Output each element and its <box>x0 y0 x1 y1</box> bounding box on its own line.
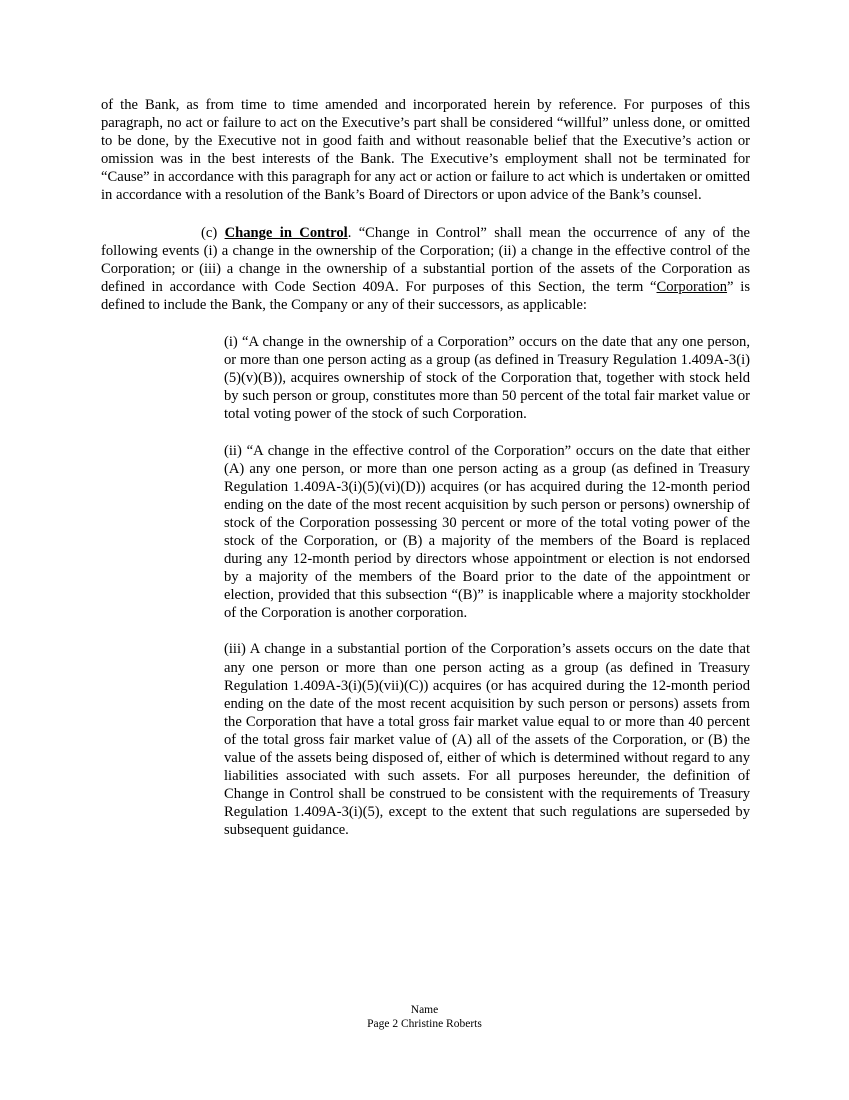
section-c-text-2: ” is defined to include the Bank, the Company or any of their successors, as applicable: <box>101 278 750 313</box>
subsection-iii: (iii) A change in a substantial portion of the Corporation’s assets occurs on the date that any one person or more than one person acting as a group (as defined in Treasury Regulation 1.409A-3(i)(5)(vii)(C)) acquires (or has acquired during the 12-month period ending on the date of the most recent acquisition by such person or persons) assets from the Corporation that have a total gross fair market value equal to or more than 40 percent of the total gross fair market value of (A) all of the assets of the Corporation, or (B) the value of the assets being disposed of, either of which is determined without regard to any liabilities associated with such assets. For all purposes hereunder, the definition of Change in Control shall be construed to be consistent with the requirements of Treasury Regulation 1.409A-3(i)(5), except to the extent that such regulations are superseded by subsequent guidance. <box>224 641 750 839</box>
footer-name: Name <box>410 1004 439 1016</box>
corporation-term: Corporation <box>656 278 728 295</box>
subsection-i: (i) “A change in the ownership of a Corporation” occurs on the date that any one person, or more than one person acting as a group (as defined in Treasury Regulation 1.409A-3(i)(5)(v)(B)), acquires ownership of stock of the Corporation that, together with stock held by such person or group, constitutes more than 50 percent of the total fair market value or total voting power of the stock of such Corporation. <box>224 334 750 423</box>
footer-page-label: Page 2 Christine Roberts <box>367 1018 482 1030</box>
paragraph-cause-definition: of the Bank, as from time to time amended and incorporated herein by reference. For purposes of this paragraph, no act or failure to act on the Executive’s part shall be considered “willful” unless done, or omitted to be done, by the Executive not in good faith and without reasonable belief that the Executive’s action or omission was in the best interests of the Bank. The Executive’s employment shall not be terminated for “Cause” in accordance with this paragraph for any act or action or failure to act which is undertaken or omitted in accordance with a resolution of the Bank’s Board of Directors or upon advice of the Bank’s counsel. <box>101 97 750 204</box>
document-body <box>101 96 750 857</box>
section-c-prefix: (c) <box>201 224 225 241</box>
paragraph-change-in-control <box>101 224 750 314</box>
subsection-ii: (ii) “A change in the effective control of the Corporation” occurs on the date that either (A) any one person, or more than one person acting as a group (as defined in Treasury Regulation 1.409A-3(i)(5)(vi)(D)) acquires (or has acquired during the 12-month period ending on the date of the most recent acquisition by such person or persons) ownership of stock of the Corporation possessing 30 percent or more of the total voting power of the stock of the Corporation, or (B) a majority of the members of the Board is replaced during any 12-month period by directors whose appointment or election is not endorsed by a majority of the members of the Board prior to the date of the appointment or election, provided that this subsection “(B)” is inapplicable where a majority stockholder of the Corporation is another corporation. <box>224 442 750 622</box>
section-c-text-1: . “Change in Control” shall mean the occurrence of any of the following events (i) a change in the ownership of the Corporation; (ii) a change in the effective control of the Corporation; or (iii) a change in the ownership of a substantial portion of the assets of the Corporation as defined in accordance with Code Section 409A. For purposes of this Section, the term “ <box>101 224 750 295</box>
section-c-heading: Change in Control <box>224 224 348 241</box>
